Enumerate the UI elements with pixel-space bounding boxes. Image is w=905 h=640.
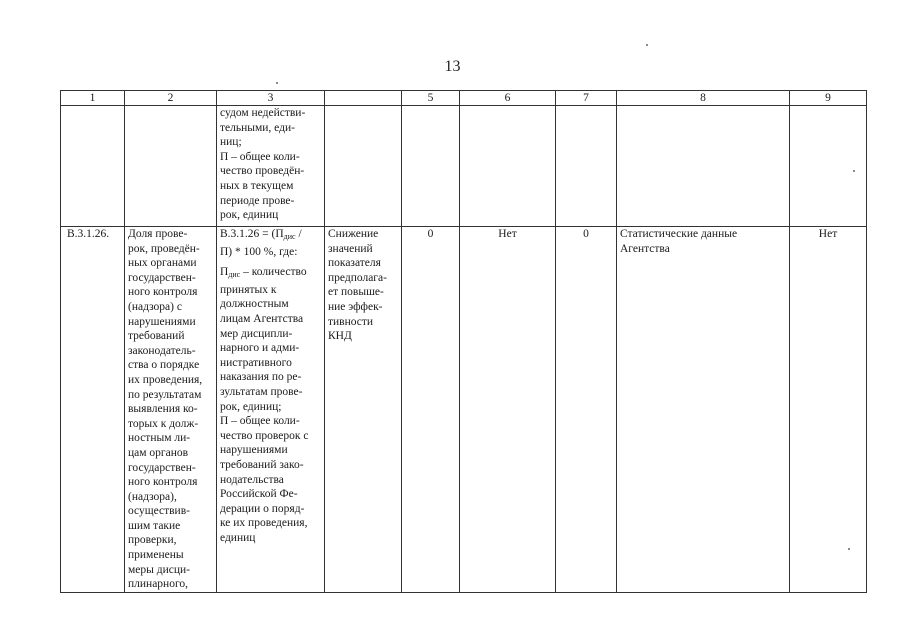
header-col-8: 8: [617, 91, 790, 106]
header-col-1: 1: [61, 91, 125, 106]
indicator-row: [61, 227, 867, 593]
header-col-6: 6: [460, 91, 556, 106]
indicator-source: Статистические данные Агентства: [620, 228, 738, 255]
formula-prefix: В.3.1.26 = (П: [220, 228, 284, 240]
cont-cell-6: [460, 106, 556, 227]
scan-speck: [848, 548, 850, 550]
page-number: 13: [444, 58, 461, 75]
indicator-code: В.3.1.26.: [61, 227, 125, 593]
scan-speck: [646, 44, 648, 46]
indicator-formula-cell: [217, 227, 325, 593]
indicator-name-cell: [125, 227, 217, 593]
scan-speck: [853, 170, 855, 172]
cont-cell-9: [790, 106, 867, 227]
continuation-row: [61, 106, 867, 227]
header-col-3: 3: [217, 91, 325, 106]
cont-cell-4: [325, 106, 402, 227]
indicator-col5: 0: [402, 227, 460, 593]
def-symbol: П: [220, 266, 229, 279]
scan-speck: [276, 82, 278, 84]
header-col-7: 7: [556, 91, 617, 106]
indicator-col9: Нет: [790, 227, 867, 593]
cont-cell-2: [125, 106, 217, 227]
cont-cell-5: [402, 106, 460, 227]
header-col-9: 9: [790, 91, 867, 106]
indicator-formula: [220, 227, 321, 259]
def-text: – количество принятых к должностным лицам Агентства мер дисципли- нарного и адми- нистративного наказания по ре- зультатам прове- рок, единиц; П – общее коли- чество проверок с нарушениями требований зако- нодательства Российской Фе- дерации о поряд- ке их проведения, единиц: [220, 266, 309, 544]
indicator-table: [60, 90, 867, 593]
header-col-2: 2: [125, 91, 217, 106]
formula-subscript: дис: [283, 232, 296, 241]
cont-cell-3: [217, 106, 325, 227]
header-row: [61, 91, 867, 106]
indicator-name: Доля прове- рок, проведён- ных органами государствен- ного контроля (надзора) с нарушениями требований законодатель- ства о порядке их проведения, по результатам выявления ко- торых к долж- ностным ли- цам органов государствен- ного контроля (надзора), осуществив- шим такие проверки, применены меры дисци- плинарного,: [128, 228, 203, 591]
header-col-4: [325, 91, 402, 106]
cont-formula-text: судом недействи- тельными, еди- ниц; П – общее коли- чество проведён- ных в текущем периоде прове- рок, единиц: [220, 107, 306, 222]
cont-cell-8: [617, 106, 790, 227]
indicator-direction: Снижение значений показателя предполага- ет повыше- ние эффек- тивности КНД: [328, 228, 387, 343]
indicator-col6: Нет: [460, 227, 556, 593]
indicator-source-cell: [617, 227, 790, 593]
indicator-col7: 0: [556, 227, 617, 593]
cont-cell-7: [556, 106, 617, 227]
indicator-definition: [220, 265, 321, 545]
indicator-direction-cell: [325, 227, 402, 593]
def-subscript: дис: [228, 270, 241, 280]
header-col-5: 5: [402, 91, 460, 106]
formula-suffix: / П) * 100 %, где:: [220, 228, 302, 258]
cont-cell-1: [61, 106, 125, 227]
